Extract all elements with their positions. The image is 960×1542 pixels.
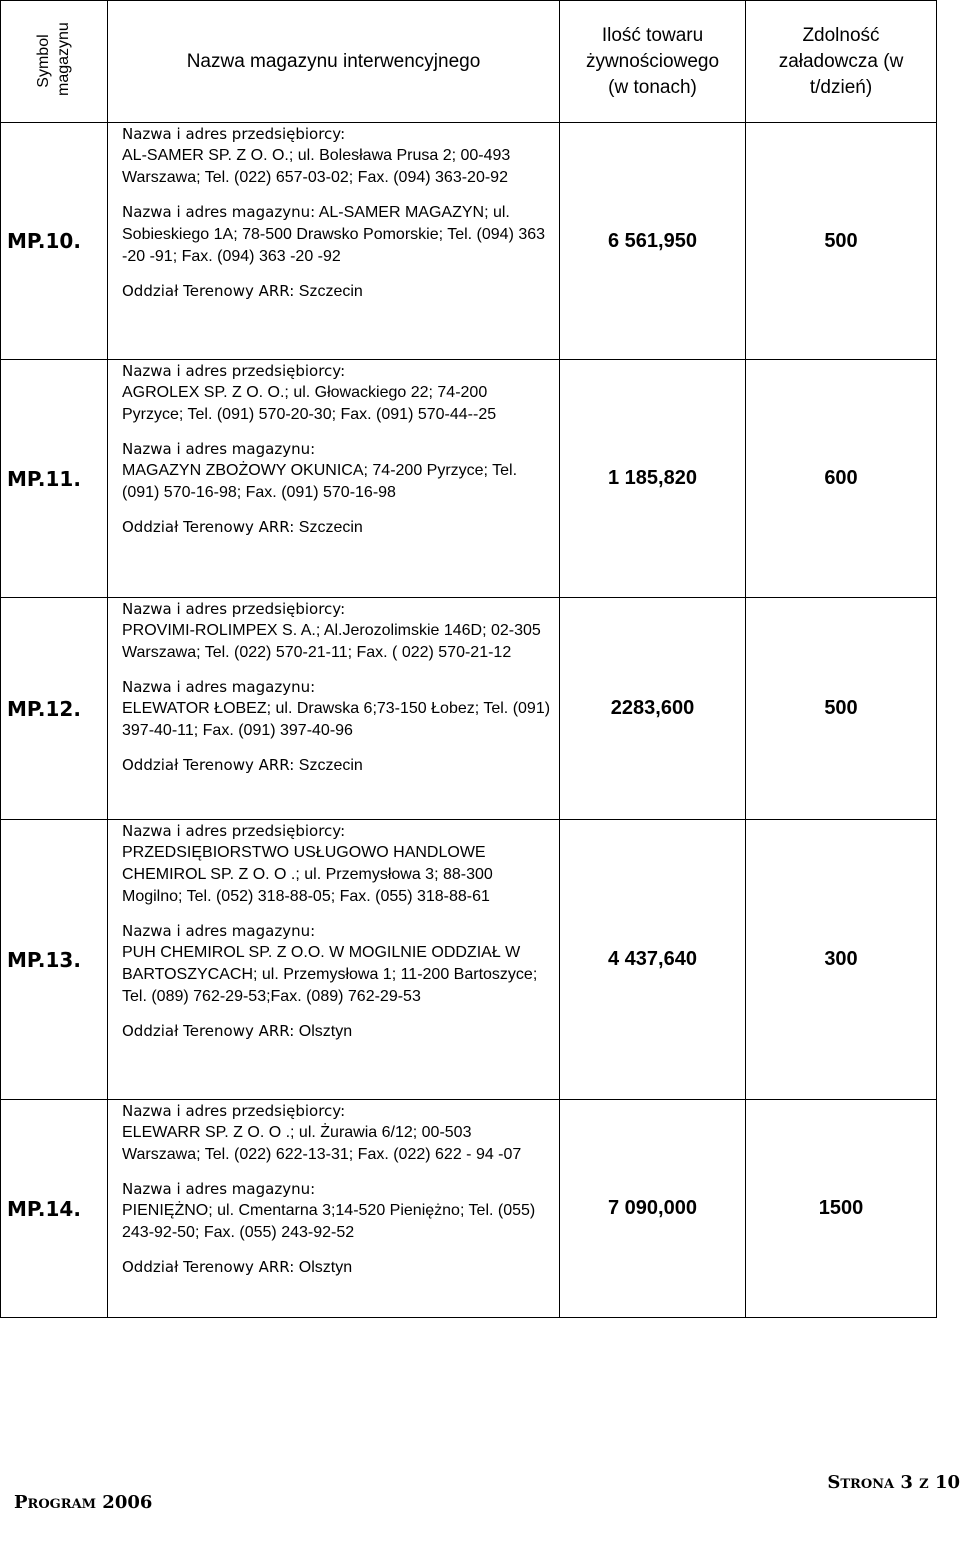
warehouse-label: Nazwa i adres magazynu: bbox=[122, 678, 316, 696]
branch-label: Oddział Terenowy ARR: bbox=[122, 1258, 295, 1276]
capacity-value: 500 bbox=[746, 598, 937, 820]
entrepreneur-text: ELEWARR SP. Z O. O .; ul. Żurawia 6/12; 00-503 Warszawa; Tel. (022) 622-13-31; Fax. (022) 622 - 94 -07 bbox=[122, 1124, 522, 1163]
table-header-row bbox=[1, 1, 937, 123]
capacity-value: 300 bbox=[746, 820, 937, 1100]
entrepreneur-text: PROVIMI-ROLIMPEX S. A.; Al.Jerozolimskie 146D; 02-305 Warszawa; Tel. (022) 570-21-11; Fax. ( 022) 570-21-12 bbox=[122, 622, 541, 661]
row-symbol: MP.13. bbox=[1, 820, 108, 1100]
branch-label: Oddział Terenowy ARR: bbox=[122, 1022, 295, 1040]
warehouse-label: Nazwa i adres magazynu: bbox=[122, 922, 316, 940]
entrepreneur-text: AGROLEX SP. Z O. O.; ul. Głowackiego 22; 74-200 Pyrzyce; Tel. (091) 570-20-30; Fax. (091) 570-44--25 bbox=[122, 384, 497, 423]
warehouse-text: AL-SAMER MAGAZYN; ul. Sobieskiego 1A; 78-500 Drawsko Pomorskie; Tel. (094) 363 -20 -91; Fax. (094) 363 -20 -92 bbox=[122, 204, 546, 265]
row-description bbox=[108, 820, 560, 1100]
warehouse-text: MAGAZYN ZBOŻOWY OKUNICA; 74-200 Pyrzyce; Tel. (091) 570-16-98; Fax. (091) 570-16-98 bbox=[122, 462, 518, 501]
entrepreneur-text: AL-SAMER SP. Z O. O.; ul. Bolesława Prusa 2; 00-493 Warszawa; Tel. (022) 657-03-02; Fax. (094) 363-20-92 bbox=[122, 147, 511, 186]
footer-page-number: Strona 3 z 10 bbox=[827, 1472, 960, 1493]
row-description bbox=[108, 360, 560, 598]
branch-label: Oddział Terenowy ARR: bbox=[122, 282, 295, 300]
branch-text: Szczecin bbox=[298, 757, 363, 774]
footer-program: Program 2006 bbox=[14, 1492, 153, 1513]
entrepreneur-label: Nazwa i adres przedsiębiorcy: bbox=[122, 125, 346, 143]
header-quantity: Ilość towaru żywnościowego (w tonach) bbox=[560, 1, 746, 123]
capacity-value: 500 bbox=[746, 123, 937, 360]
entrepreneur-text: PRZEDSIĘBIORSTWO USŁUGOWO HANDLOWE CHEMIROL SP. Z O. O .; ul. Przemysłowa 3; 88-300 Mogilno; Tel. (052) 318-88-05; Fax. (055) 318-88-61 bbox=[122, 844, 493, 905]
entrepreneur-label: Nazwa i adres przedsiębiorcy: bbox=[122, 362, 346, 380]
warehouse-text: ELEWATOR ŁOBEZ; ul. Drawska 6;73-150 Łobez; Tel. (091) 397-40-11; Fax. (091) 397-40-96 bbox=[122, 700, 551, 739]
quantity-value: 1 185,820 bbox=[560, 360, 746, 598]
warehouse-label: Nazwa i adres magazynu: bbox=[122, 1180, 316, 1198]
capacity-value: 600 bbox=[746, 360, 937, 598]
table-row bbox=[1, 598, 937, 820]
header-capacity: Zdolność załadowcza (w t/dzień) bbox=[746, 1, 937, 123]
capacity-value: 1500 bbox=[746, 1100, 937, 1318]
header-name: Nazwa magazynu interwencyjnego bbox=[108, 1, 560, 123]
row-symbol: MP.12. bbox=[1, 598, 108, 820]
warehouse-label: Nazwa i adres magazynu: bbox=[122, 440, 316, 458]
table-row bbox=[1, 1100, 937, 1318]
quantity-value: 4 437,640 bbox=[560, 820, 746, 1100]
table-row bbox=[1, 820, 937, 1100]
row-symbol: MP.11. bbox=[1, 360, 108, 598]
branch-text: Szczecin bbox=[298, 519, 363, 536]
table-row bbox=[1, 360, 937, 598]
row-symbol: MP.14. bbox=[1, 1100, 108, 1318]
warehouse-label: Nazwa i adres magazynu: bbox=[122, 203, 316, 221]
row-description bbox=[108, 598, 560, 820]
quantity-value: 2283,600 bbox=[560, 598, 746, 820]
table-row bbox=[1, 123, 937, 360]
branch-text: Olsztyn bbox=[298, 1023, 353, 1040]
row-symbol: MP.10. bbox=[1, 123, 108, 360]
branch-label: Oddział Terenowy ARR: bbox=[122, 756, 295, 774]
warehouse-text: PIENIĘŻNO; ul. Cmentarna 3;14-520 Pieniężno; Tel. (055) 243-92-50; Fax. (055) 243-92-52 bbox=[122, 1202, 536, 1241]
entrepreneur-label: Nazwa i adres przedsiębiorcy: bbox=[122, 822, 346, 840]
quantity-value: 6 561,950 bbox=[560, 123, 746, 360]
warehouse-text: PUH CHEMIROL SP. Z O.O. W MOGILNIE ODDZIAŁ W BARTOSZYCACH; ul. Przemysłowa 1; 11-200 Bartoszyce; Tel. (089) 762-29-53;Fax. (089) 762-29-53 bbox=[122, 944, 538, 1005]
row-description bbox=[108, 123, 560, 360]
header-symbol: Symbol magazynu bbox=[1, 1, 108, 123]
entrepreneur-label: Nazwa i adres przedsiębiorcy: bbox=[122, 600, 346, 618]
branch-text: Szczecin bbox=[298, 283, 363, 300]
branch-text: Olsztyn bbox=[298, 1259, 353, 1276]
quantity-value: 7 090,000 bbox=[560, 1100, 746, 1318]
entrepreneur-label: Nazwa i adres przedsiębiorcy: bbox=[122, 1102, 346, 1120]
branch-label: Oddział Terenowy ARR: bbox=[122, 518, 295, 536]
row-description bbox=[108, 1100, 560, 1318]
